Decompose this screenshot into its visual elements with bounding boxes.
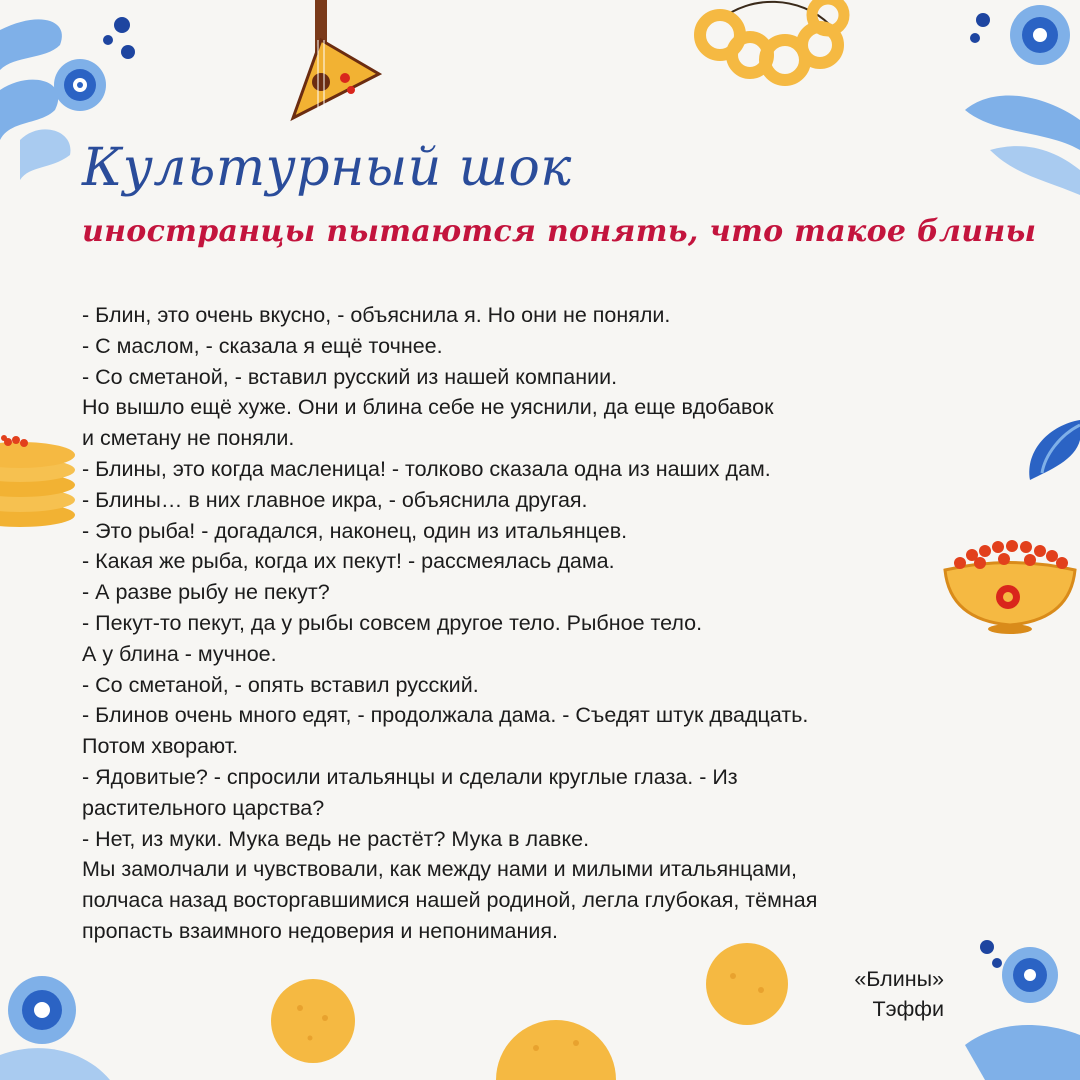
story-line: - Какая же рыба, когда их пекут! - рассмеялась дама. (82, 549, 615, 574)
story-line: - Со сметаной, - опять вставил русский. (82, 672, 479, 697)
story-line: Потом хворают. (82, 734, 239, 759)
floral-ornament-bottom-right (945, 935, 1080, 1080)
story-line: полчаса назад восторгавшимися нашей родиной, легла глубокая, тёмная (82, 888, 818, 913)
story-line: - С маслом, - сказала я ещё точнее. (82, 333, 443, 358)
story-line: - Блинов очень много едят, - продолжала дама. - Съедят штук двадцать. (82, 703, 809, 728)
story-line: Мы замолчали и чувствовали, как между нами и милыми итальянцами, (82, 857, 798, 882)
blue-leaf-icon (1020, 415, 1080, 485)
blue-leaf-icon (0, 19, 62, 70)
blue-flower-icon (8, 976, 76, 1044)
floral-ornament-bottom-left (0, 940, 110, 1080)
blue-flower-icon (1002, 947, 1058, 1003)
story-line: - Пекут-то пекут, да у рыбы совсем другое тело. Рыбное тело. (82, 610, 703, 635)
attribution-author: Тэффи (872, 997, 944, 1021)
blue-berry-icon (121, 45, 135, 59)
attribution-work: «Блины» (854, 967, 944, 991)
story-line: - Это рыба! - догадался, наконец, один из итальянцев. (82, 518, 628, 543)
story-line: А у блина - мучное. (82, 641, 277, 666)
blue-leaf-icon (990, 146, 1080, 195)
story-line: растительного царства? (82, 795, 325, 820)
pancake-stack-icon (0, 420, 80, 530)
page-title: Культурный шок (82, 138, 572, 198)
pancake-icon (270, 978, 356, 1064)
attribution (854, 964, 944, 1024)
story-line: - А разве рыбу не пекут? (82, 580, 330, 605)
floral-ornament-top-right (935, 0, 1080, 200)
blue-flower-icon (54, 59, 106, 111)
blue-leaf-icon (965, 1025, 1080, 1080)
blue-leaf-icon (965, 96, 1080, 150)
pancake-icon (705, 942, 789, 1026)
blue-berry-icon (992, 958, 1002, 968)
blue-berry-icon (976, 13, 990, 27)
blue-leaf-icon (20, 129, 70, 180)
story-line: - Нет, из муки. Мука ведь не растёт? Мука в лавке. (82, 826, 590, 851)
story-line: - Блин, это очень вкусно, - объяснила я. Но они не поняли. (82, 303, 671, 327)
blue-berry-icon (114, 17, 130, 33)
story-line: - Блины… в них главное икра, - объяснила другая. (82, 487, 588, 512)
story-line: Но вышло ещё хуже. Они и блина себе не уяснили, да еще вдобавок (82, 395, 774, 420)
story-line: пропасть взаимного недоверия и непонимания. (82, 918, 558, 943)
blue-berry-icon (970, 33, 980, 43)
story-text (82, 300, 1002, 947)
blue-berry-icon (103, 35, 113, 45)
story-line: - Блины, это когда масленица! - толково сказала одна из наших дам. (82, 456, 771, 481)
pancake-icon (496, 1018, 616, 1080)
page-subtitle: иностранцы пытаются понять, что такое блины (82, 214, 1037, 249)
story-line: - Со сметаной, - вставил русский из нашей компании. (82, 364, 618, 389)
bagels-icon (690, 0, 850, 110)
balalaika-icon (275, 0, 390, 125)
story-line: и сметану не поняли. (82, 426, 295, 451)
story-line: - Ядовитые? - спросили итальянцы и сделали круглые глаза. - Из (82, 764, 738, 789)
blue-leaf-icon (0, 1048, 110, 1080)
blue-flower-icon (1010, 5, 1070, 65)
